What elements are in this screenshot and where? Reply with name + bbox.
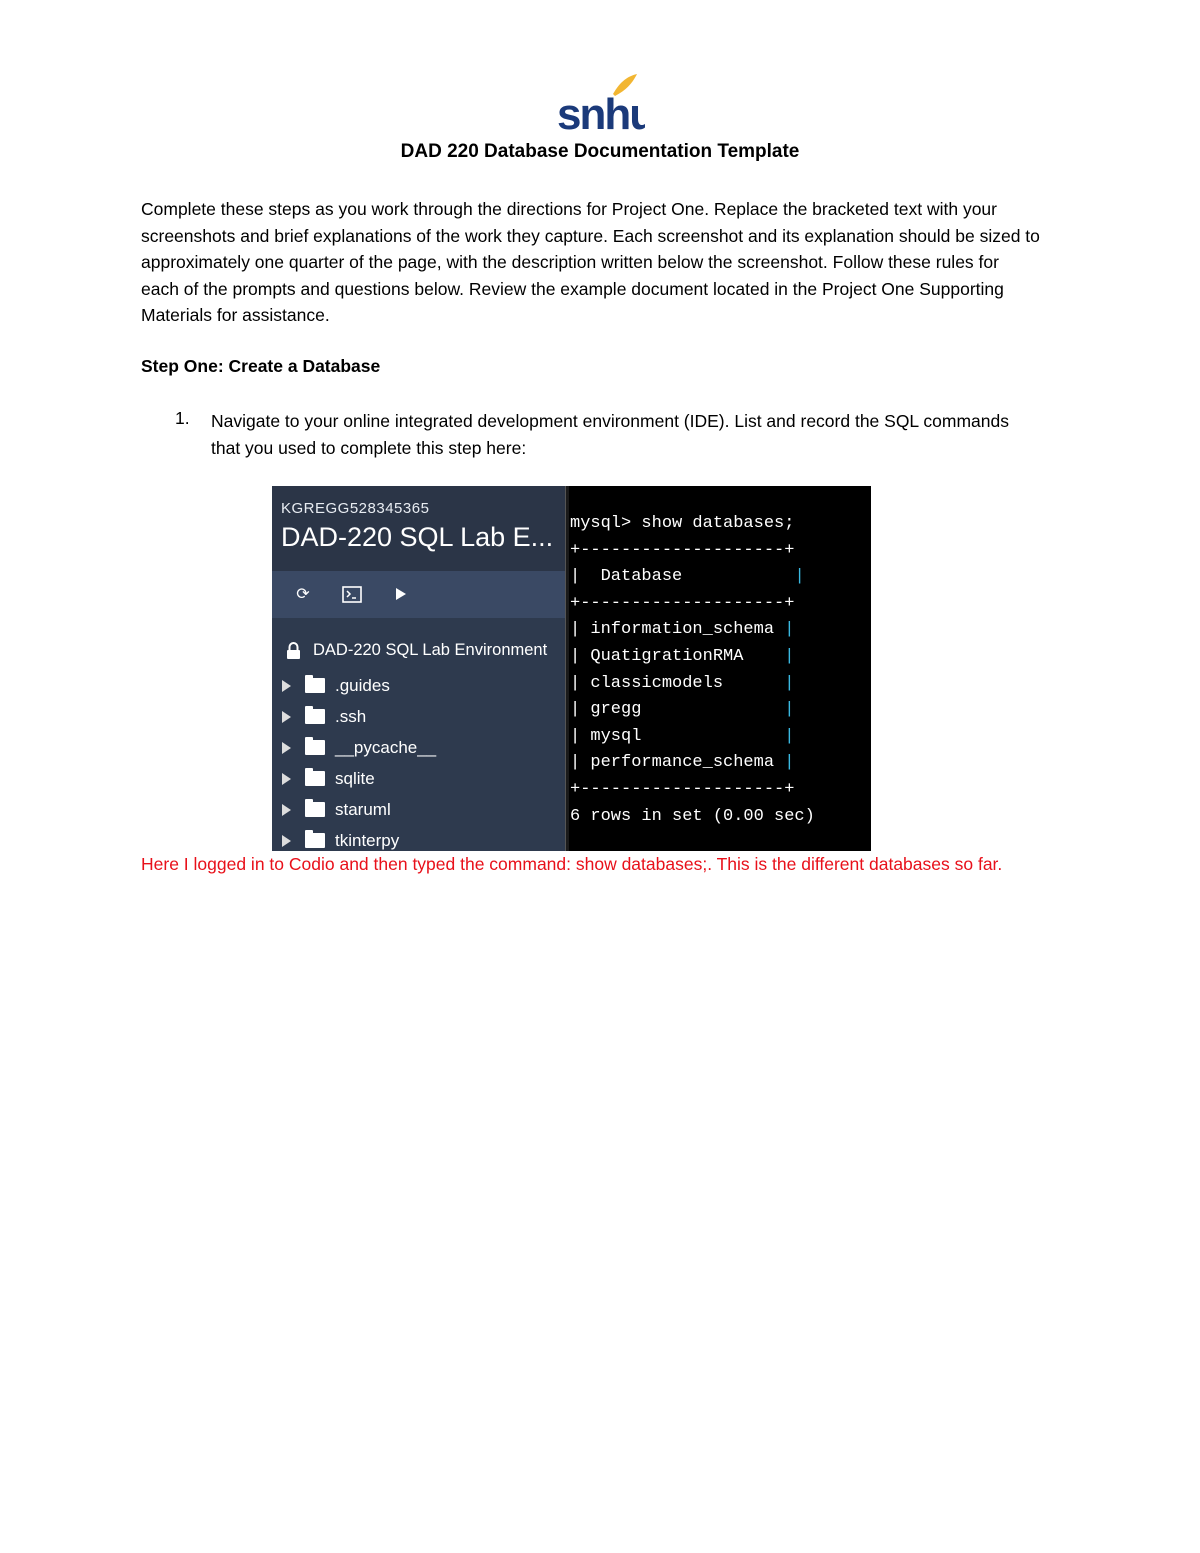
folder-icon [305, 802, 325, 817]
table-header-row: | Database | [570, 567, 805, 587]
list-item-text: Navigate to your online integrated development environment (IDE). List and record the SQL commands that you used to complete this step here: [211, 411, 1009, 458]
expand-arrow-icon[interactable] [282, 742, 291, 754]
db-name: QuatigrationRMA [590, 646, 744, 666]
sidebar-header [272, 486, 565, 571]
folder-tkinterpy[interactable] [282, 825, 436, 851]
table-row: | gregg | [570, 700, 795, 720]
table-header: Database [600, 567, 683, 587]
lock-icon [286, 642, 301, 659]
folder-pycache[interactable] [282, 732, 436, 763]
project-name: DAD-220 SQL Lab E... [281, 522, 554, 552]
svg-text:snhu: snhu [557, 90, 645, 134]
intro-paragraph: Complete these steps as you work through the directions for Project One. Replace the bracketed text with your screenshots and brief explanations of the work they capture. Each screenshot and its explanation should be sized to approximately one quarter of the page, with the description written below the screenshot. Follow these rules for each of the prompts and questions below. Review the example document located in the Project One Supporting Materials for assistance. [141, 199, 1040, 326]
table-row: | classicmodels | [570, 673, 795, 693]
expand-arrow-icon[interactable] [282, 711, 291, 723]
folder-icon [305, 740, 325, 755]
refresh-icon[interactable]: ⟳ [296, 586, 310, 603]
terminal-output [570, 511, 815, 830]
db-name: information_schema [590, 620, 775, 640]
table-row: | information_schema | [570, 620, 795, 640]
pane-divider[interactable] [565, 486, 569, 851]
document-title: DAD 220 Database Documentation Template [400, 141, 800, 162]
db-name: mysql [590, 726, 642, 746]
folder-label: tkinterpy [335, 830, 400, 850]
snhu-logo [555, 72, 645, 134]
folder-guides[interactable] [282, 670, 436, 701]
screenshot-caption: Here I logged in to Codio and then typed the command: show databases;. This is the different databases so far. [141, 854, 1003, 874]
username: KGREGG528345365 [281, 500, 430, 517]
step-one-heading: Step One: Create a Database [141, 356, 381, 376]
ide-screenshot [272, 486, 871, 851]
table-border: +--------------------+ [570, 779, 795, 799]
expand-arrow-icon[interactable] [282, 835, 291, 847]
folder-staruml[interactable] [282, 794, 436, 825]
terminal-footer: 6 rows in set (0.00 sec) [570, 806, 815, 826]
project-root[interactable] [286, 641, 547, 660]
sidebar-toolbar [272, 571, 565, 618]
table-row: | mysql | [570, 726, 795, 746]
expand-arrow-icon[interactable] [282, 804, 291, 816]
list-item-number: 1. [175, 408, 190, 428]
table-row: | performance_schema | [570, 753, 795, 773]
folder-sqlite[interactable] [282, 763, 436, 794]
folder-label: sqlite [335, 768, 375, 788]
folder-icon [305, 678, 325, 693]
db-name: performance_schema [590, 753, 775, 773]
terminal-prompt: mysql> show databases; [570, 514, 795, 533]
project-root-label: DAD-220 SQL Lab Environment [313, 641, 548, 659]
table-row: | QuatigrationRMA | [570, 646, 795, 666]
terminal-icon[interactable] [339, 581, 365, 607]
folder-ssh[interactable] [282, 701, 436, 732]
table-border: +--------------------+ [570, 593, 795, 613]
db-name: classicmodels [590, 673, 724, 693]
folder-icon [305, 771, 325, 786]
file-tree [282, 670, 436, 851]
folder-label: __pycache__ [335, 737, 437, 757]
expand-arrow-icon[interactable] [282, 773, 291, 785]
expand-arrow-icon[interactable] [282, 680, 291, 692]
folder-icon [305, 833, 325, 848]
db-name: gregg [590, 700, 642, 720]
file-sidebar [272, 486, 565, 851]
folder-icon [305, 709, 325, 724]
folder-label: .guides [335, 675, 390, 695]
play-icon[interactable] [388, 581, 414, 607]
table-border: +--------------------+ [570, 540, 795, 560]
folder-label: staruml [335, 799, 391, 819]
folder-label: .ssh [335, 706, 367, 726]
